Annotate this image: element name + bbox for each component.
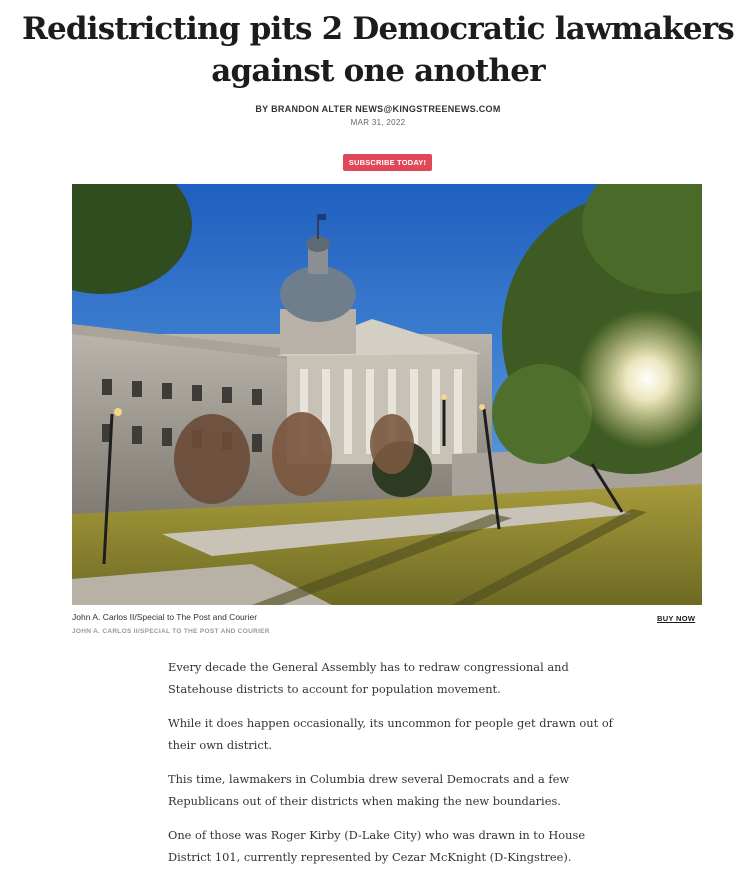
statehouse-photo[interactable] xyxy=(72,184,702,605)
article-paragraph: This time, lawmakers in Columbia drew several Democrats and a few Republicans out of their districts when making the new boundaries. xyxy=(168,772,570,808)
article-headline: Redistricting pits 2 Democratic lawmakers against one another xyxy=(22,11,734,89)
buy-now-link[interactable]: BUY NOW xyxy=(657,614,696,623)
article-paragraph: One of those was Roger Kirby (D-Lake City) who was drawn in to House District 101, currently represented by Cezar McKnight (D-Kingstree). xyxy=(168,828,586,864)
article-byline: BY BRANDON ALTER NEWS@KINGSTREENEWS.COM xyxy=(255,104,501,114)
article-paragraph: Every decade the General Assembly has to redraw congressional and Statehouse districts to account for population movement. xyxy=(168,660,569,696)
article-date: MAR 31, 2022 xyxy=(350,118,406,127)
photo-credit: JOHN A. CARLOS II/SPECIAL TO THE POST AND COURIER xyxy=(72,628,270,635)
article-paragraph: While it does happen occasionally, its uncommon for people get drawn out of their own district. xyxy=(168,716,613,752)
subscribe-button[interactable]: SUBSCRIBE TODAY! xyxy=(343,154,432,171)
photo-caption: John A. Carlos II/Special to The Post and Courier xyxy=(72,612,258,622)
